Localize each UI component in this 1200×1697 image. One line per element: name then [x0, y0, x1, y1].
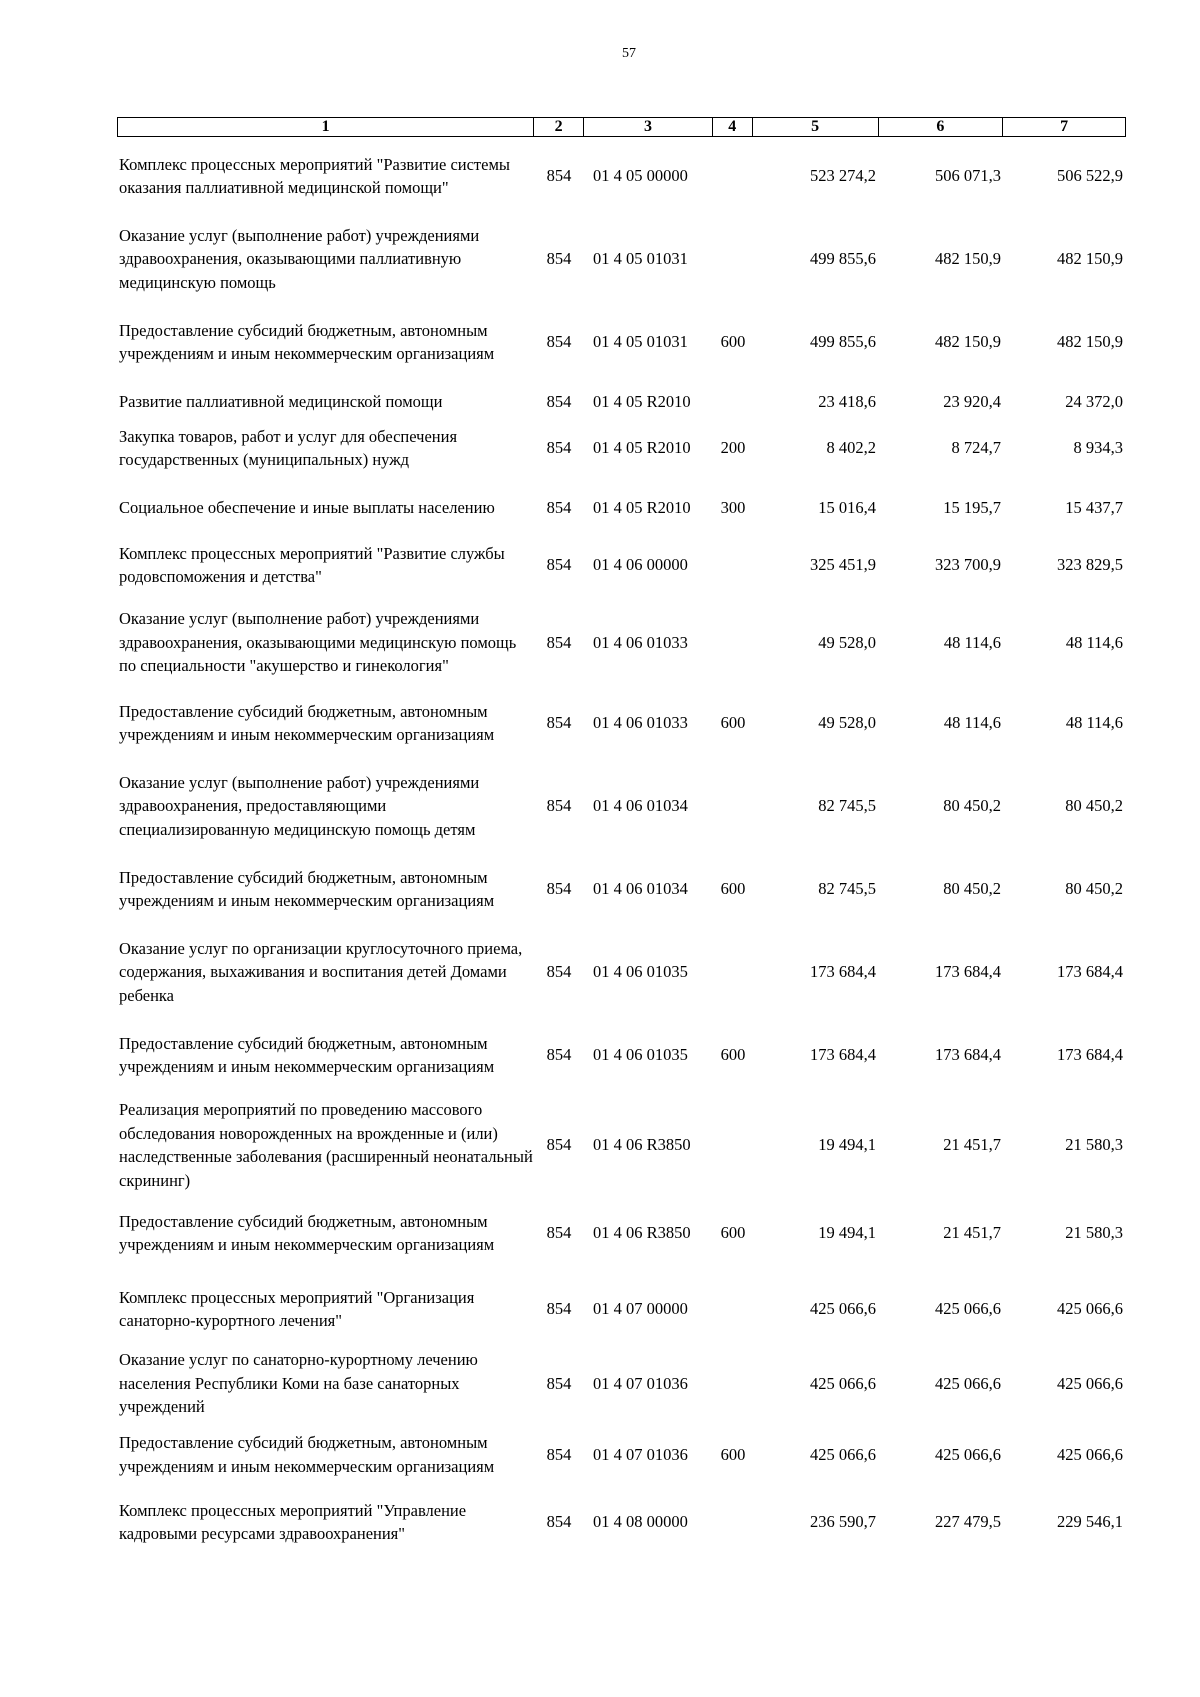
row-grbs: 854	[546, 879, 572, 899]
row-value-6: 227 479,5	[935, 1512, 1001, 1532]
row-name: Оказание услуг по организации круглосуточного приема, содержания, выхаживания и воспитания детей Домами ребенка	[119, 938, 523, 1005]
row-vr: 600	[720, 1444, 746, 1464]
row-value-6: 80 450,2	[943, 879, 1001, 899]
table-row	[117, 1348, 1126, 1419]
row-value-6: 15 195,7	[943, 497, 1001, 517]
row-name: Оказание услуг по санаторно-курортному лечению населения Республики Коми на базе санаторных учреждений	[119, 1350, 478, 1417]
table-row	[117, 137, 1126, 215]
row-value-5: 49 528,0	[818, 713, 876, 733]
row-value-7: 425 066,6	[1057, 1373, 1123, 1393]
row-csr: 01 4 06 R3850	[593, 1223, 691, 1243]
row-value-7: 173 684,4	[1057, 962, 1123, 982]
table-row	[117, 220, 1126, 298]
table-header	[117, 117, 1126, 137]
row-value-7: 21 580,3	[1065, 1223, 1123, 1243]
row-grbs: 854	[546, 1373, 572, 1393]
row-value-6: 482 150,9	[935, 332, 1001, 352]
header-col-6: 6	[879, 118, 1004, 136]
table-row	[117, 1099, 1126, 1191]
row-vr: 600	[720, 879, 746, 899]
row-csr: 01 4 07 00000	[593, 1299, 688, 1319]
row-csr: 01 4 06 01035	[593, 962, 688, 982]
row-value-7: 482 150,9	[1057, 249, 1123, 269]
row-csr: 01 4 06 R3850	[593, 1135, 691, 1155]
row-value-6: 48 114,6	[943, 713, 1001, 733]
row-name: Комплекс процессных мероприятий "Развитие системы оказания паллиативной медицинской помощи"	[119, 154, 510, 197]
table-row	[117, 1016, 1126, 1094]
row-csr: 01 4 05 R2010	[593, 391, 691, 411]
row-value-7: 48 114,6	[1065, 632, 1123, 652]
row-name: Оказание услуг (выполнение работ) учреждениями здравоохранения, оказывающими паллиативную медицинскую помощь	[119, 225, 480, 292]
row-value-7: 506 522,9	[1057, 166, 1123, 186]
table-row	[117, 484, 1126, 531]
table-row	[117, 1490, 1126, 1554]
row-value-7: 48 114,6	[1065, 713, 1123, 733]
row-value-7: 8 934,3	[1073, 438, 1123, 458]
row-grbs: 854	[546, 391, 572, 411]
row-value-6: 425 066,6	[935, 1299, 1001, 1319]
row-name: Предоставление субсидий бюджетным, автономным учреждениям и иным некоммерческим организациям	[119, 701, 495, 744]
row-csr: 01 4 06 00000	[593, 555, 688, 575]
row-value-5: 19 494,1	[818, 1223, 876, 1243]
row-csr: 01 4 05 R2010	[593, 497, 691, 517]
row-grbs: 854	[546, 438, 572, 458]
row-name: Комплекс процессных мероприятий "Организация санаторно-курортного лечения"	[119, 1287, 475, 1330]
row-grbs: 854	[546, 166, 572, 186]
row-value-7: 425 066,6	[1057, 1444, 1123, 1464]
row-value-5: 23 418,6	[818, 391, 876, 411]
row-grbs: 854	[546, 1223, 572, 1243]
row-value-6: 21 451,7	[943, 1223, 1001, 1243]
header-col-7: 7	[1060, 118, 1069, 135]
row-vr: 200	[720, 438, 746, 458]
row-grbs: 854	[546, 497, 572, 517]
row-grbs: 854	[546, 1045, 572, 1065]
row-value-5: 15 016,4	[818, 497, 876, 517]
row-grbs: 854	[546, 1135, 572, 1155]
row-value-5: 425 066,6	[810, 1444, 876, 1464]
row-grbs: 854	[546, 1512, 572, 1532]
row-value-7: 425 066,6	[1057, 1299, 1123, 1319]
header-col-4: 4	[713, 118, 753, 136]
table-row	[117, 418, 1126, 478]
row-name: Предоставление субсидий бюджетным, автономным учреждениям и иным некоммерческим организациям	[119, 867, 495, 910]
table-row	[117, 536, 1126, 594]
row-value-6: 506 071,3	[935, 166, 1001, 186]
table-row	[117, 684, 1126, 762]
row-csr: 01 4 06 01033	[593, 713, 688, 733]
row-csr: 01 4 08 00000	[593, 1512, 688, 1532]
row-csr: 01 4 05 01031	[593, 332, 688, 352]
row-value-7: 21 580,3	[1065, 1135, 1123, 1155]
row-name: Комплекс процессных мероприятий "Управление кадровыми ресурсами здравоохранения"	[119, 1500, 467, 1543]
row-value-6: 323 700,9	[935, 555, 1001, 575]
row-name: Предоставление субсидий бюджетным, автономным учреждениям и иным некоммерческим организациям	[119, 1033, 495, 1076]
row-grbs: 854	[546, 962, 572, 982]
table-row	[117, 387, 1126, 416]
row-value-7: 482 150,9	[1057, 332, 1123, 352]
row-value-5: 173 684,4	[810, 962, 876, 982]
row-grbs: 854	[546, 1299, 572, 1319]
row-value-7: 229 546,1	[1057, 1512, 1123, 1532]
row-value-6: 173 684,4	[935, 962, 1001, 982]
row-value-5: 82 745,5	[818, 879, 876, 899]
row-value-5: 8 402,2	[826, 438, 876, 458]
row-value-5: 425 066,6	[810, 1299, 876, 1319]
row-grbs: 854	[546, 632, 572, 652]
row-value-7: 15 437,7	[1065, 497, 1123, 517]
row-name: Предоставление субсидий бюджетным, автономным учреждениям и иным некоммерческим организациям	[119, 1211, 495, 1254]
row-value-6: 173 684,4	[935, 1045, 1001, 1065]
row-value-5: 425 066,6	[810, 1373, 876, 1393]
row-value-7: 323 829,5	[1057, 555, 1123, 575]
table-row	[117, 933, 1126, 1011]
row-grbs: 854	[546, 332, 572, 352]
table-row	[117, 1194, 1126, 1272]
row-value-6: 8 724,7	[951, 438, 1001, 458]
row-csr: 01 4 05 00000	[593, 166, 688, 186]
row-name: Социальное обеспечение и иные выплаты населению	[119, 497, 495, 517]
row-value-7: 24 372,0	[1065, 391, 1123, 411]
row-vr: 600	[720, 1045, 746, 1065]
header-col-1: 1	[118, 118, 534, 136]
row-csr: 01 4 06 01033	[593, 632, 688, 652]
row-csr: 01 4 06 01034	[593, 879, 688, 899]
row-value-7: 80 450,2	[1065, 879, 1123, 899]
row-name: Оказание услуг (выполнение работ) учреждениями здравоохранения, оказывающими медицинскую помощь по специальности "акушерство и гинекология"	[119, 609, 517, 676]
row-value-6: 482 150,9	[935, 249, 1001, 269]
row-value-5: 523 274,2	[810, 166, 876, 186]
row-value-5: 325 451,9	[810, 555, 876, 575]
row-csr: 01 4 05 01031	[593, 249, 688, 269]
header-col-3: 3	[584, 118, 713, 136]
row-grbs: 854	[546, 249, 572, 269]
row-name: Комплекс процессных мероприятий "Развитие службы родовспоможения и детства"	[119, 543, 505, 586]
row-name: Реализация мероприятий по проведению массового обследования новорожденных на врожденные и (или) наследственные заболевания (расширенный неонатальный скрининг)	[119, 1100, 533, 1190]
table-row	[117, 1419, 1126, 1490]
row-value-5: 173 684,4	[810, 1045, 876, 1065]
row-value-6: 48 114,6	[943, 632, 1001, 652]
row-vr: 600	[720, 713, 746, 733]
row-csr: 01 4 07 01036	[593, 1373, 688, 1393]
table-row	[117, 303, 1126, 381]
row-value-7: 173 684,4	[1057, 1045, 1123, 1065]
table-row	[117, 1277, 1126, 1341]
row-value-7: 80 450,2	[1065, 796, 1123, 816]
header-col-2: 2	[534, 118, 584, 136]
row-name: Предоставление субсидий бюджетным, автономным учреждениям и иным некоммерческим организациям	[119, 320, 495, 363]
row-value-5: 82 745,5	[818, 796, 876, 816]
row-value-6: 23 920,4	[943, 391, 1001, 411]
row-grbs: 854	[546, 1444, 572, 1464]
row-value-5: 499 855,6	[810, 249, 876, 269]
table-row	[117, 767, 1126, 845]
page-number: 57	[622, 46, 636, 61]
row-vr: 600	[720, 332, 746, 352]
row-grbs: 854	[546, 555, 572, 575]
row-value-6: 21 451,7	[943, 1135, 1001, 1155]
row-name: Закупка товаров, работ и услуг для обеспечения государственных (муниципальных) нужд	[119, 426, 458, 469]
row-grbs: 854	[546, 713, 572, 733]
row-value-6: 425 066,6	[935, 1444, 1001, 1464]
row-csr: 01 4 06 01035	[593, 1045, 688, 1065]
row-csr: 01 4 06 01034	[593, 796, 688, 816]
header-col-5: 5	[753, 118, 879, 136]
row-value-6: 80 450,2	[943, 796, 1001, 816]
row-value-5: 49 528,0	[818, 632, 876, 652]
row-name: Оказание услуг (выполнение работ) учреждениями здравоохранения, предоставляющими специализированную медицинскую помощь детям	[119, 772, 480, 839]
row-value-5: 499 855,6	[810, 332, 876, 352]
row-vr: 600	[720, 1223, 746, 1243]
table-row	[117, 601, 1126, 684]
table-row	[117, 850, 1126, 928]
row-value-5: 236 590,7	[810, 1512, 876, 1532]
row-name: Развитие паллиативной медицинской помощи	[119, 391, 443, 411]
row-name: Предоставление субсидий бюджетным, автономным учреждениям и иным некоммерческим организациям	[119, 1433, 495, 1476]
row-csr: 01 4 05 R2010	[593, 438, 691, 458]
row-value-5: 19 494,1	[818, 1135, 876, 1155]
row-value-6: 425 066,6	[935, 1373, 1001, 1393]
row-vr: 300	[720, 497, 746, 517]
row-csr: 01 4 07 01036	[593, 1444, 688, 1464]
row-grbs: 854	[546, 796, 572, 816]
